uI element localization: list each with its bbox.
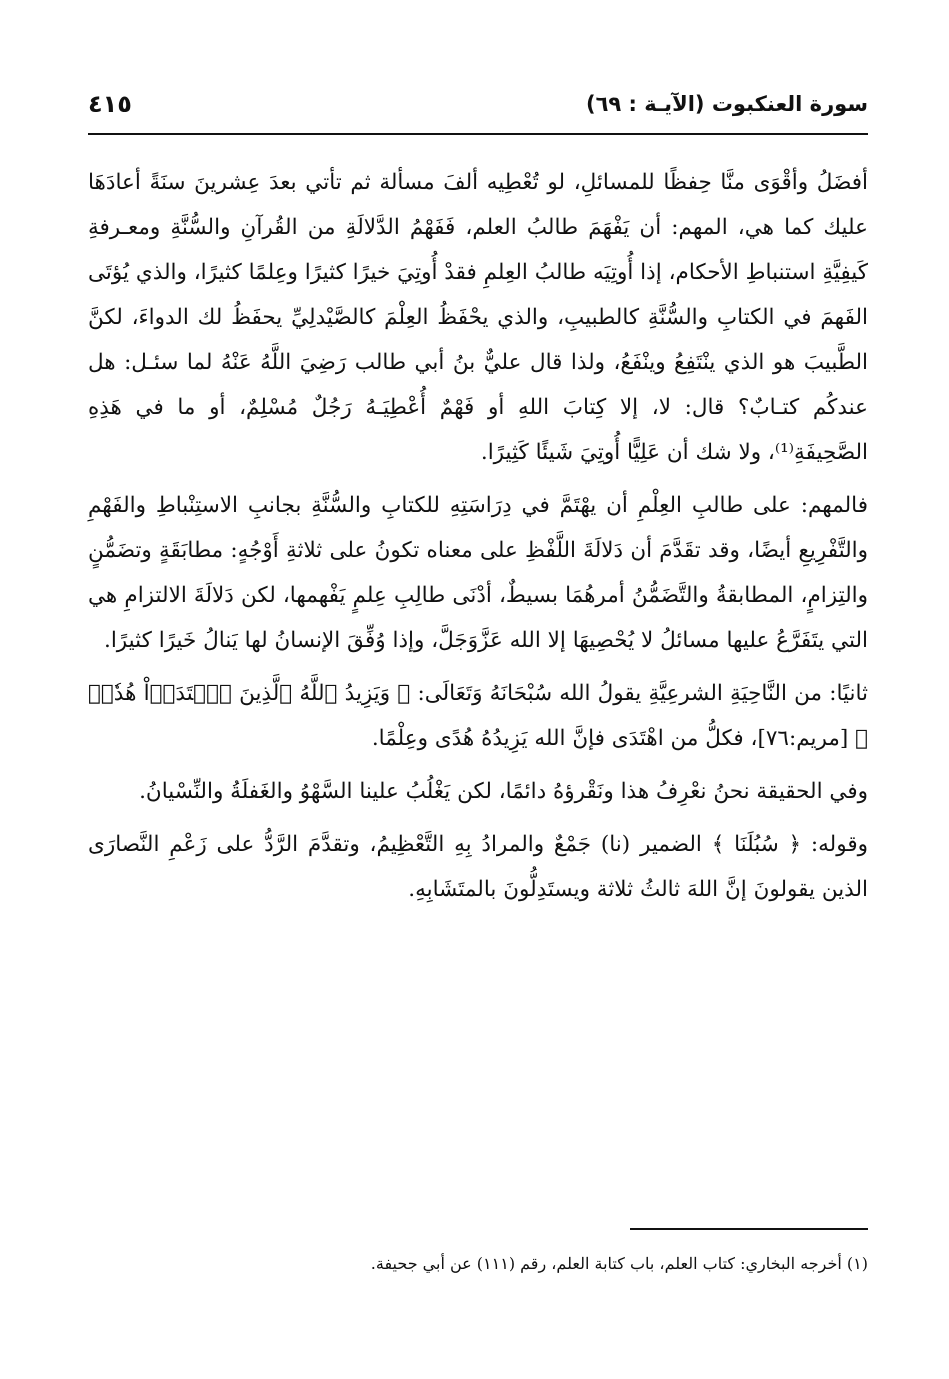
paragraph-1: أفضَلُ وأقْوَى منَّا حِفظًا للمسائلِ، لو تُعْطِيه ألفَ مسألة ثم تأتي بعدَ عِشرينَ سنَةً أعادَهَا عليك كما هي، المهم: أن يَفْهَمَ طالبُ العلم، فَفَهْمُ الدَّلالَةِ من القُرآنِ والسُّنَّةِ ومعـرفةِ كَيفِيَّةِ استنباطِ الأحكام، إذا أُوتِيَه طالبُ العِلمِ فقدْ أُوتِيَ خيرًا كثيرًا وعِلمًا كثيرًا، والذي يُؤتَى الفَهمَ في الكتابِ والسُّنَّةِ كالطبيبِ، والذي يحْفَظُ العِلْمَ كالصَّيْدلِيِّ يحفَظُ لك الدواءَ، لكنَّ الطَّبيبَ هو الذي ينْتَفِعُ وينْفَعُ، ولذا قال عليٌّ بنُ أبي طالب رَضِيَ اللَّهُ عَنْهُ لما سئـل: هل عندكُم كتـابٌ؟ قال: لا، إلا كِتابَ اللهِ أو فَهْمٌ أُعْطِيَـهُ رَجُلٌ مُسْلِمٌ، أو ما في هَذِهِ الصَّحِيفَةِ⁽¹⁾، ولا شك أن عَلِيًّا أُوتِيَ شَيئًا كَثِيرًا. — [88, 170, 868, 465]
page-number: ٤١٥ — [88, 90, 132, 118]
running-title: سورة العنكبوت (الآيـة : ٦٩) — [586, 92, 868, 116]
paragraph-2: فالمهم: على طالبِ العِلْمِ أن يهْتَمَّ في دِرَاسَتِهِ للكتابِ والسُّنَّةِ بجانبِ الاستِنْباطِ والفَهْمِ والتَّفْرِيعِ أيضًا، وقد تقَدَّمَ أن دَلالَةَ اللَّفْظِ على معناه تكونُ على ثلاثةِ أَوْجُهٍ: مطابَقَةٍ وتضَمُّنٍ والتِزامٍ، المطابقةُ والتَّضَمُّنُ أمرهُمَا بسيطٌ، أدْنَى طالِبِ عِلمٍ يَفْهمها، لكن دَلالَةَ الالتزامِ هي التي يتَفَرَّعُ عليها مسائلُ لا يُحْصِيهَا إلا الله عَزَّوَجَلَّ، وإذا وُفِّقَ الإنسانُ لها يَنالُ خَيرًا كثيرًا. — [88, 493, 868, 653]
paragraph-3: ثانيًا: من النَّاحِيَةِ الشرعِيَّةِ يقولُ الله سُبْحَانَهُ وَتَعَالَى: ﴿ وَيَزِيدُ ٱللَّهُ ٱلَّذِينَ ٱهۡتَدَوۡاْ هُدٗىۗ ﴾ [مريم:٧٦]، فكلُّ من اهْتَدَى فإنَّ الله يَزِيدُهُ هُدًى وعِلْمًا. — [88, 681, 868, 751]
paragraph-5: وقوله: ﴿ سُبُلَنَا ﴾ الضمير (نا) جَمْعٌ والمرادُ بِهِ التَّعْظِيمُ، وتقدَّمَ الرَّدُّ على زَعْمِ النَّصارَى الذين يقولونَ إنَّ اللهَ ثالثُ ثلاثة ويستَدِلُّونَ بالمتَشَابِهِ. — [88, 832, 868, 902]
paragraph-4: وفي الحقيقة نحنُ نعْرِفُ هذا ونَقْرؤهُ دائمًا، لكن يَغْلُبُ علينا السَّهْوُ والغَفلَةُ والنِّسْيانُ. — [139, 779, 868, 804]
main-text — [88, 160, 868, 920]
footnote-divider — [630, 1228, 868, 1230]
footnote: (١) أخرجه البخاري: كتاب العلم، باب كتابة العلم، رقم (١١١) عن أبي جحيفة. — [370, 1254, 868, 1273]
page-header — [88, 88, 868, 132]
header-divider — [88, 133, 868, 135]
